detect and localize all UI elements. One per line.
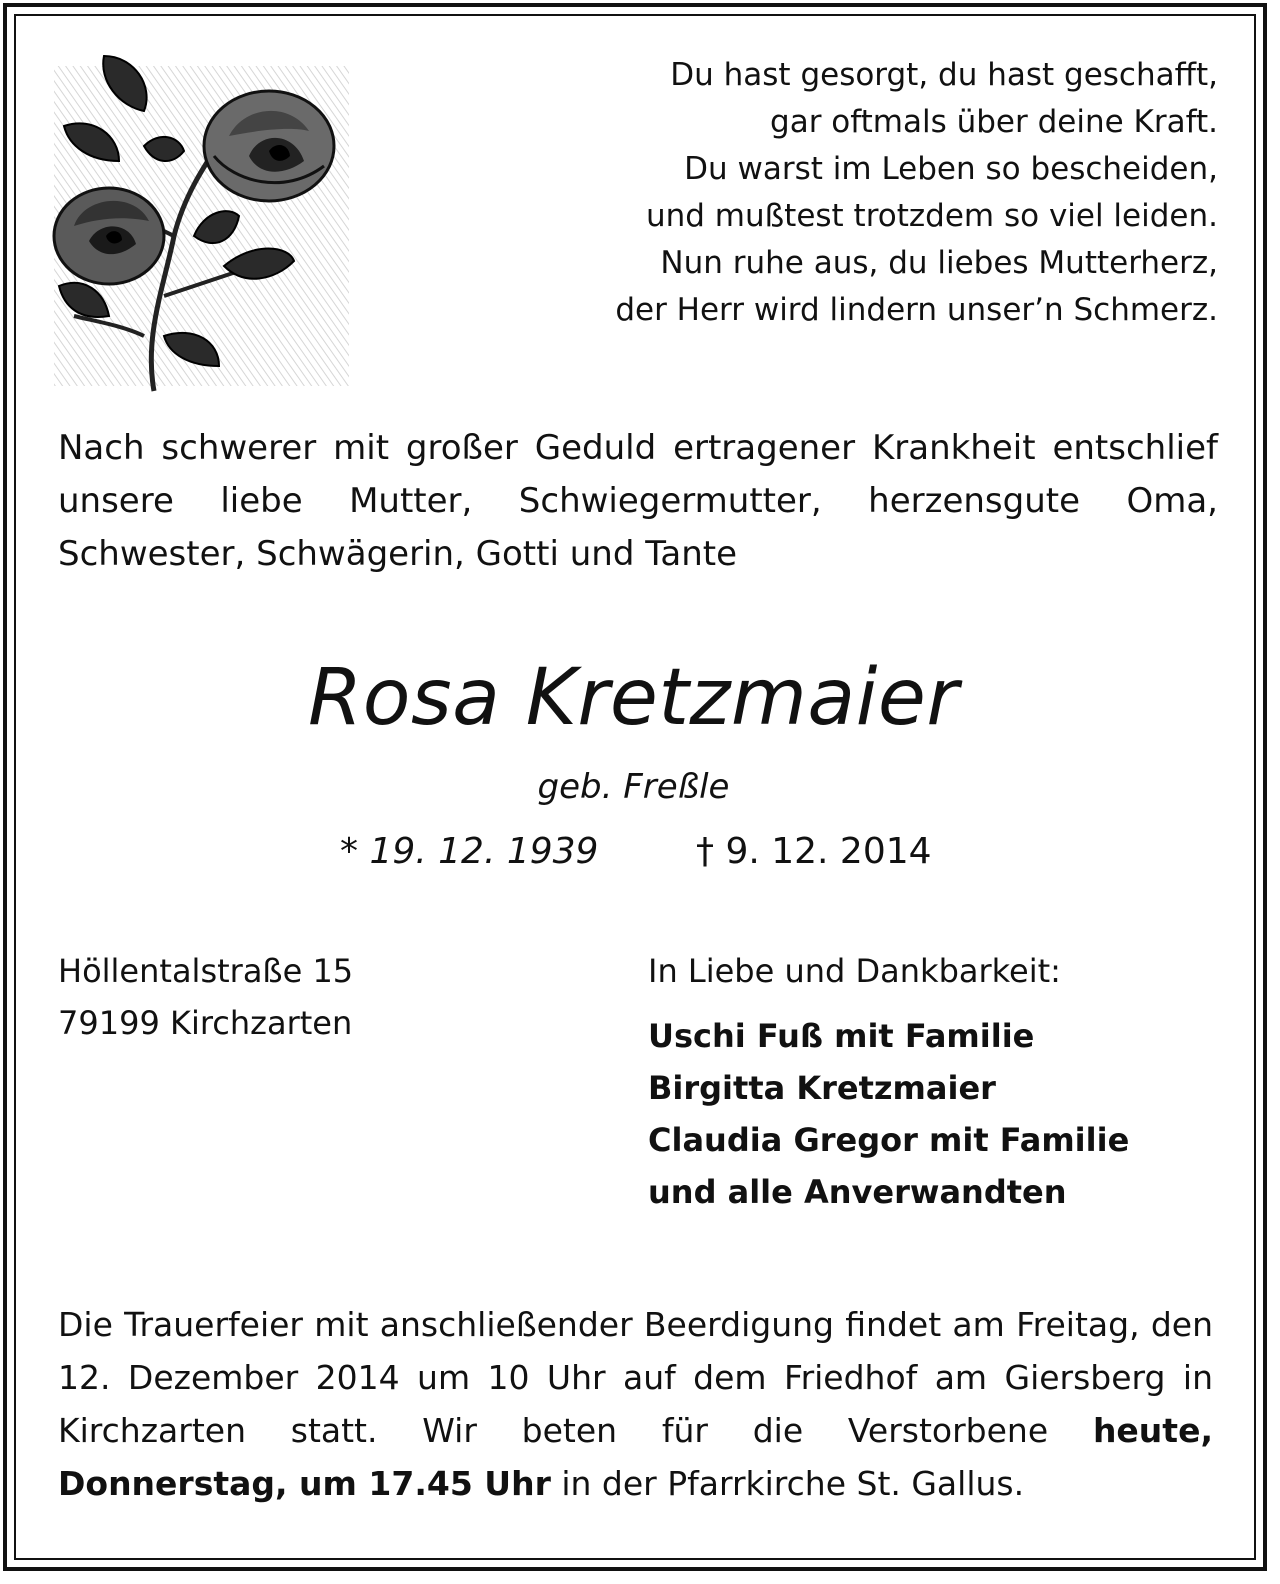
family-member: und alle Anverwandten xyxy=(648,1173,1067,1211)
address xyxy=(58,945,353,1049)
poem-line: Du warst im Leben so bescheiden, xyxy=(684,151,1218,187)
poem-line: und mußtest trotzdem so viel leiden. xyxy=(645,198,1218,234)
funeral-text-bold: heute, Donnerstag, um 17.45 Uhr xyxy=(58,1411,1213,1503)
poem-line: Du hast gesorgt, du hast geschafft, xyxy=(670,57,1218,93)
rose-illustration-icon xyxy=(44,36,354,401)
intro-text: Nach schwerer mit großer Geduld ertragener Krankheit entschlief unsere liebe Mutter, Schwiegermutter, herzensgute Oma, Schwester, Schwägerin, Gotti und Tante xyxy=(58,428,1218,574)
poem xyxy=(518,52,1218,334)
thanks-heading: In Liebe und Dankbarkeit: xyxy=(648,952,1061,990)
family-member: Claudia Gregor mit Familie xyxy=(648,1121,1130,1159)
poem-line: gar oftmals über deine Kraft. xyxy=(770,104,1218,140)
family-member: Uschi Fuß mit Familie xyxy=(648,1017,1035,1055)
poem-line: der Herr wird lindern unser’n Schmerz. xyxy=(615,292,1218,328)
funeral-text-end: in der Pfarrkirche St. Gallus. xyxy=(561,1464,1025,1503)
birth-date: * 19. 12. 1939 xyxy=(340,831,599,872)
address-street: Höllentalstraße 15 xyxy=(58,952,354,990)
funeral-notice xyxy=(58,1298,1213,1510)
death-date: † 9. 12. 2014 xyxy=(696,831,932,872)
family-member: Birgitta Kretzmaier xyxy=(648,1069,996,1107)
family-list xyxy=(648,1010,1129,1218)
funeral-text-main: Die Trauerfeier mit anschließender Beerdigung findet am Freitag, den 12. Dezember 2014 um 10 Uhr auf dem Friedhof am Giersberg in Kirchzarten statt. Wir beten für die Verstorbene xyxy=(58,1305,1213,1450)
poem-line: Nun ruhe aus, du liebes Mutterherz, xyxy=(660,245,1218,281)
address-city: 79199 Kirchzarten xyxy=(58,1004,353,1042)
deceased-name: Rosa Kretzmaier xyxy=(308,653,959,743)
maiden-name: geb. Freßle xyxy=(537,767,730,807)
